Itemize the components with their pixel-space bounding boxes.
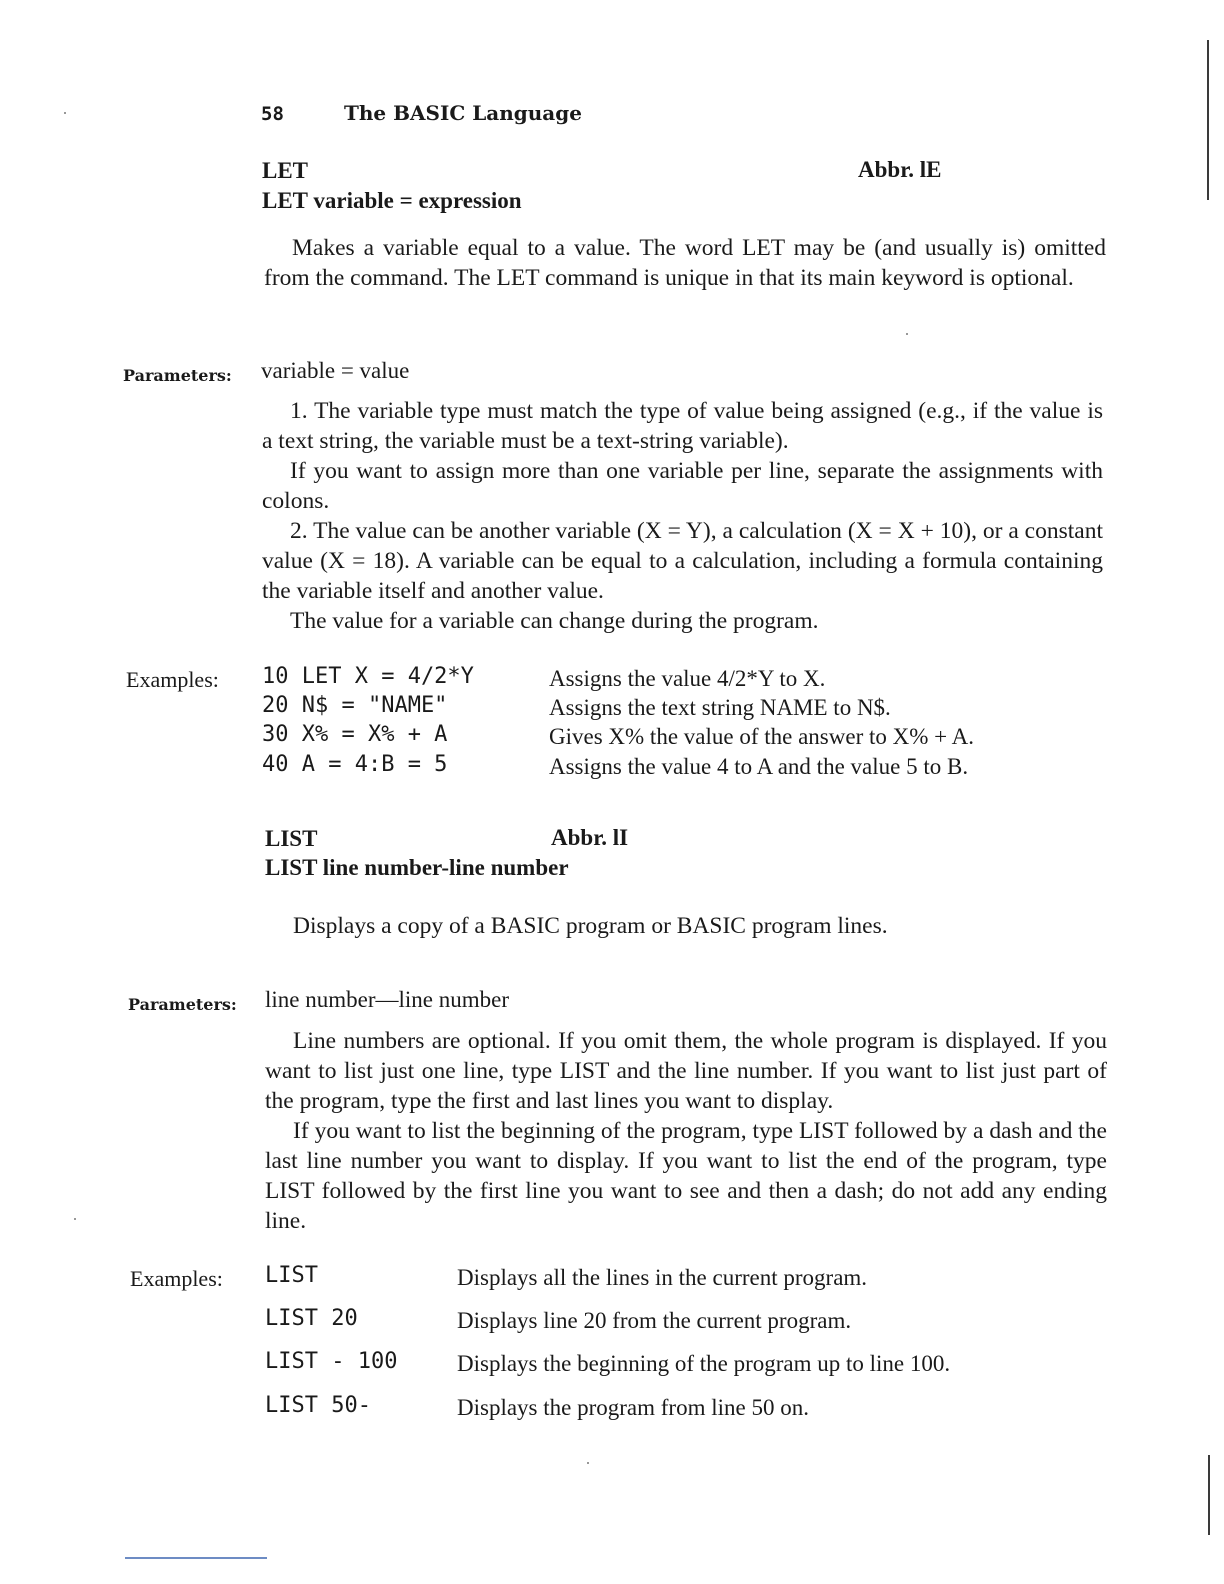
let-abbreviation: Abbr. lE xyxy=(858,157,942,182)
example-code: LIST xyxy=(265,1263,318,1288)
list-note-1: Line numbers are optional. If you omit them, the whole program is displayed. If you want to list just one line, type LIST and the line number. If you want to list just part of the program, type the first and last lines you want to display. xyxy=(265,1028,1107,1114)
example-code: 40 A = 4:B = 5 xyxy=(262,752,448,777)
list-description: Displays a copy of a BASIC program or BASIC program lines. xyxy=(293,913,888,939)
example-description: Gives X% the value of the answer to X% + A. xyxy=(549,724,974,749)
example-description: Displays line 20 from the current program. xyxy=(457,1308,852,1333)
example-description: Displays all the lines in the current program. xyxy=(457,1265,868,1290)
example-code: 10 LET X = 4/2*Y xyxy=(262,664,474,689)
let-command-heading: LET xyxy=(262,158,309,183)
list-parameter-notes xyxy=(265,1026,1107,1236)
let-examples-label: Examples: xyxy=(126,667,219,692)
example-code: LIST 20 xyxy=(265,1306,358,1331)
scan-edge-line xyxy=(1207,40,1209,200)
scan-speck xyxy=(64,112,66,114)
footer-rule xyxy=(125,1557,267,1559)
let-syntax: LET variable = expression xyxy=(262,188,522,213)
list-examples-label: Examples: xyxy=(130,1266,223,1291)
example-code: 30 X% = X% + A xyxy=(262,722,448,747)
let-parameters-label: Parameters: xyxy=(123,366,232,385)
running-title: The BASIC Language xyxy=(344,101,582,125)
list-parameters-label: Parameters: xyxy=(128,995,237,1014)
let-description: Makes a variable equal to a value. The word LET may be (and usually is) omitted from the command. The LET command is unique in that its main keyword is optional. xyxy=(264,235,1106,291)
example-description: Assigns the value 4/2*Y to X. xyxy=(549,666,826,691)
example-description: Displays the program from line 50 on. xyxy=(457,1395,809,1420)
list-note-2: If you want to list the beginning of the program, type LIST followed by a dash and the last line number you want to display. If you want to list the end of the program, type LIST followed by the first line you want to see and then a dash; do not add any ending line. xyxy=(265,1118,1107,1234)
list-syntax: LIST line number-line number xyxy=(265,855,569,880)
let-note-4: The value for a variable can change during the program. xyxy=(290,608,819,634)
scan-speck xyxy=(74,1218,76,1220)
list-command-heading: LIST xyxy=(265,826,318,851)
let-note-1: 1. The variable type must match the type of value being assigned (e.g., if the value is a text string, the variable must be a text-string variable). xyxy=(262,398,1103,454)
example-code: LIST 50- xyxy=(265,1393,371,1418)
list-parameters: line number—line number xyxy=(265,987,509,1012)
let-note-2: If you want to assign more than one variable per line, separate the assignments with colons. xyxy=(262,458,1103,514)
example-code: 20 N$ = "NAME" xyxy=(262,693,448,718)
example-description: Displays the beginning of the program up to line 100. xyxy=(457,1351,951,1376)
let-parameters: variable = value xyxy=(261,358,410,383)
let-parameter-notes xyxy=(262,396,1103,636)
example-description: Assigns the value 4 to A and the value 5 to B. xyxy=(549,754,969,779)
example-description: Assigns the text string NAME to N$. xyxy=(549,695,891,720)
page-number: 58 xyxy=(261,103,284,125)
let-note-3: 2. The value can be another variable (X = Y), a calculation (X = X + 10), or a constant value (X = 18). A variable can be equal to a calculation, including a formula containing the variable itself and another value. xyxy=(262,518,1103,604)
example-code: LIST - 100 xyxy=(265,1349,398,1374)
scan-speck xyxy=(587,1462,589,1464)
scan-speck xyxy=(906,333,908,335)
list-abbreviation: Abbr. lI xyxy=(551,825,629,850)
scan-edge-line xyxy=(1208,1455,1210,1535)
